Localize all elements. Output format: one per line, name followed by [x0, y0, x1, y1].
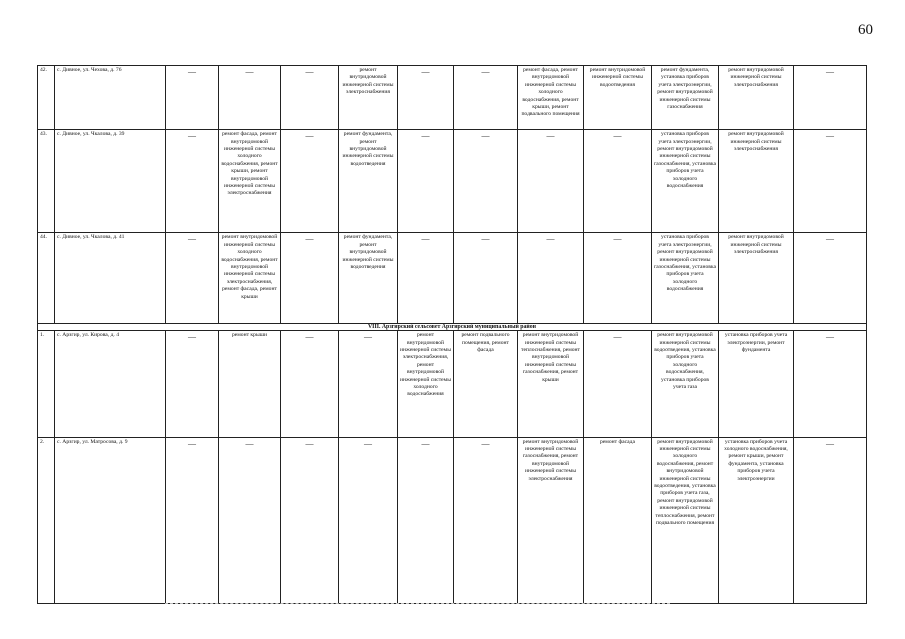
table-cell: установка приборов учета электроэнергии, ремонт фундамента: [719, 331, 794, 437]
table-cell: —: [398, 437, 454, 604]
row-address: с. Арзгир, ул. Матросова, д. 9: [55, 437, 166, 604]
table-cell: ремонт фасада, ремонт внутридомовой инженерной системы холодного водоснабжения, ремонт крыши, ремонт внутридомовой инженерной системы электроснабжения: [219, 130, 281, 233]
row-address: с. Дивное, ул. Чкалова, д. 39: [55, 130, 166, 233]
table-cell: —: [518, 233, 584, 323]
table-cell: —: [166, 66, 219, 130]
table-cell: —: [219, 66, 281, 130]
page-number: 60: [858, 22, 873, 38]
table-cell: —: [794, 130, 867, 233]
table-cell: —: [339, 331, 398, 437]
table-cell: ремонт фундамента, ремонт внутридомовой инженерной системы водоотведения: [339, 130, 398, 233]
table-cell: —: [219, 437, 281, 604]
table-cell: установка приборов учета электроэнергии, ремонт внутридомовой инженерной системы газоснабжения, установка приборов учета холодного водоснабжения: [652, 233, 719, 323]
table-cell: —: [281, 331, 339, 437]
table-cell: —: [281, 233, 339, 323]
table-cell: —: [166, 437, 219, 604]
table-cell: ремонт внутридомовой инженерной системы теплоснабжения, ремонт внутридомовой инженерной системы газоснабжения, ремонт крыши: [518, 331, 584, 437]
row-address: с. Арзгир, ул. Кирова, д. 4: [55, 331, 166, 437]
table-cell: —: [454, 437, 518, 604]
table-cell: ремонт внутридомовой инженерной системы электроснабжения: [719, 233, 794, 323]
table-row: [38, 331, 867, 437]
table-cell: —: [166, 130, 219, 233]
table-cell: —: [454, 130, 518, 233]
table-cell: —: [454, 233, 518, 323]
scan-artifact-line: [165, 603, 670, 604]
row-address: с. Дивное, ул. Чехова, д. 76: [55, 66, 166, 130]
section-header-row: [38, 323, 867, 331]
table-cell: —: [794, 331, 867, 437]
row-number: 1.: [38, 331, 55, 437]
table-row: [38, 130, 867, 233]
table-cell: ремонт фундамента, ремонт внутридомовой инженерной системы водоотведения: [339, 233, 398, 323]
table-cell: —: [794, 437, 867, 604]
table-cell: —: [794, 233, 867, 323]
table-cell: ремонт фасада: [584, 437, 652, 604]
table-cell: —: [281, 66, 339, 130]
table-row: [38, 66, 867, 130]
table-cell: ремонт внутридомовой инженерной системы холодного водоснабжения, ремонт внутридомовой инженерной системы электроснабжения, ремонт фасада, ремонт крыши: [219, 233, 281, 323]
section-title: VIII. Арзгирский сельсовет Арзгирский муниципальный район: [38, 323, 867, 331]
table-cell: ремонт внутридомовой инженерной системы газоснабжения, ремонт внутридомовой инженерной системы электроснабжения: [518, 437, 584, 604]
table-row: [38, 437, 867, 604]
table-cell: ремонт внутридомовой инженерной системы водоотведения: [584, 66, 652, 130]
table-cell: —: [398, 66, 454, 130]
table-cell: —: [281, 130, 339, 233]
table-cell: —: [518, 130, 584, 233]
table-cell: ремонт внутридомовой инженерной системы холодного водоснабжения, ремонт внутридомовой инженерной системы водоотведения, установка приборов учета газа, ремонт внутридомовой инженерной системы теплоснабжения, ремонт подвального помещения: [652, 437, 719, 604]
table-cell: —: [584, 233, 652, 323]
row-number: 2.: [38, 437, 55, 604]
table-cell: ремонт фасада, ремонт внутридомовой инженерной системы холодного водоснабжения, ремонт крыши, ремонт подвального помещения: [518, 66, 584, 130]
table-row: [38, 233, 867, 323]
table-cell: —: [584, 130, 652, 233]
table-cell: ремонт внутридомовой инженерной системы электроснабжения: [719, 66, 794, 130]
table-cell: —: [398, 130, 454, 233]
table-cell: ремонт фундамента, установка приборов учета электроэнергии, ремонт внутридомовой инженерной системы газоснабжения: [652, 66, 719, 130]
table-cell: ремонт подвального помещения, ремонт фасада: [454, 331, 518, 437]
row-number: 42.: [38, 66, 55, 130]
table-cell: —: [398, 233, 454, 323]
table-cell: ремонт внутридомовой инженерной системы электроснабжения, ремонт внутридомовой инженерной системы холодного водоснабжения: [398, 331, 454, 437]
table-cell: ремонт внутридомовой инженерной системы водоотведения, установка приборов учета холодного водоснабжения, установка приборов учета газа: [652, 331, 719, 437]
row-number: 44.: [38, 233, 55, 323]
table-cell: —: [281, 437, 339, 604]
repair-schedule-table: [37, 65, 867, 604]
table-cell: —: [584, 331, 652, 437]
table-cell: ремонт крыши: [219, 331, 281, 437]
table-cell: —: [794, 66, 867, 130]
table-cell: —: [339, 437, 398, 604]
table-cell: установка приборов учета электроэнергии, ремонт внутридомовой инженерной системы газоснабжения, установка приборов учета холодного водоснабжения: [652, 130, 719, 233]
table-cell: —: [166, 331, 219, 437]
table-cell: —: [166, 233, 219, 323]
table-cell: установка приборов учета холодного водоснабжения, ремонт крыши, ремонт фундамента, установка приборов учета электроэнергии: [719, 437, 794, 604]
table-cell: ремонт внутридомовой инженерной системы электроснабжения: [719, 130, 794, 233]
table-cell: —: [454, 66, 518, 130]
row-number: 43.: [38, 130, 55, 233]
table-cell: ремонт внутридомовой инженерной системы электроснабжения: [339, 66, 398, 130]
row-address: с. Дивное, ул. Чкалова, д. 41: [55, 233, 166, 323]
